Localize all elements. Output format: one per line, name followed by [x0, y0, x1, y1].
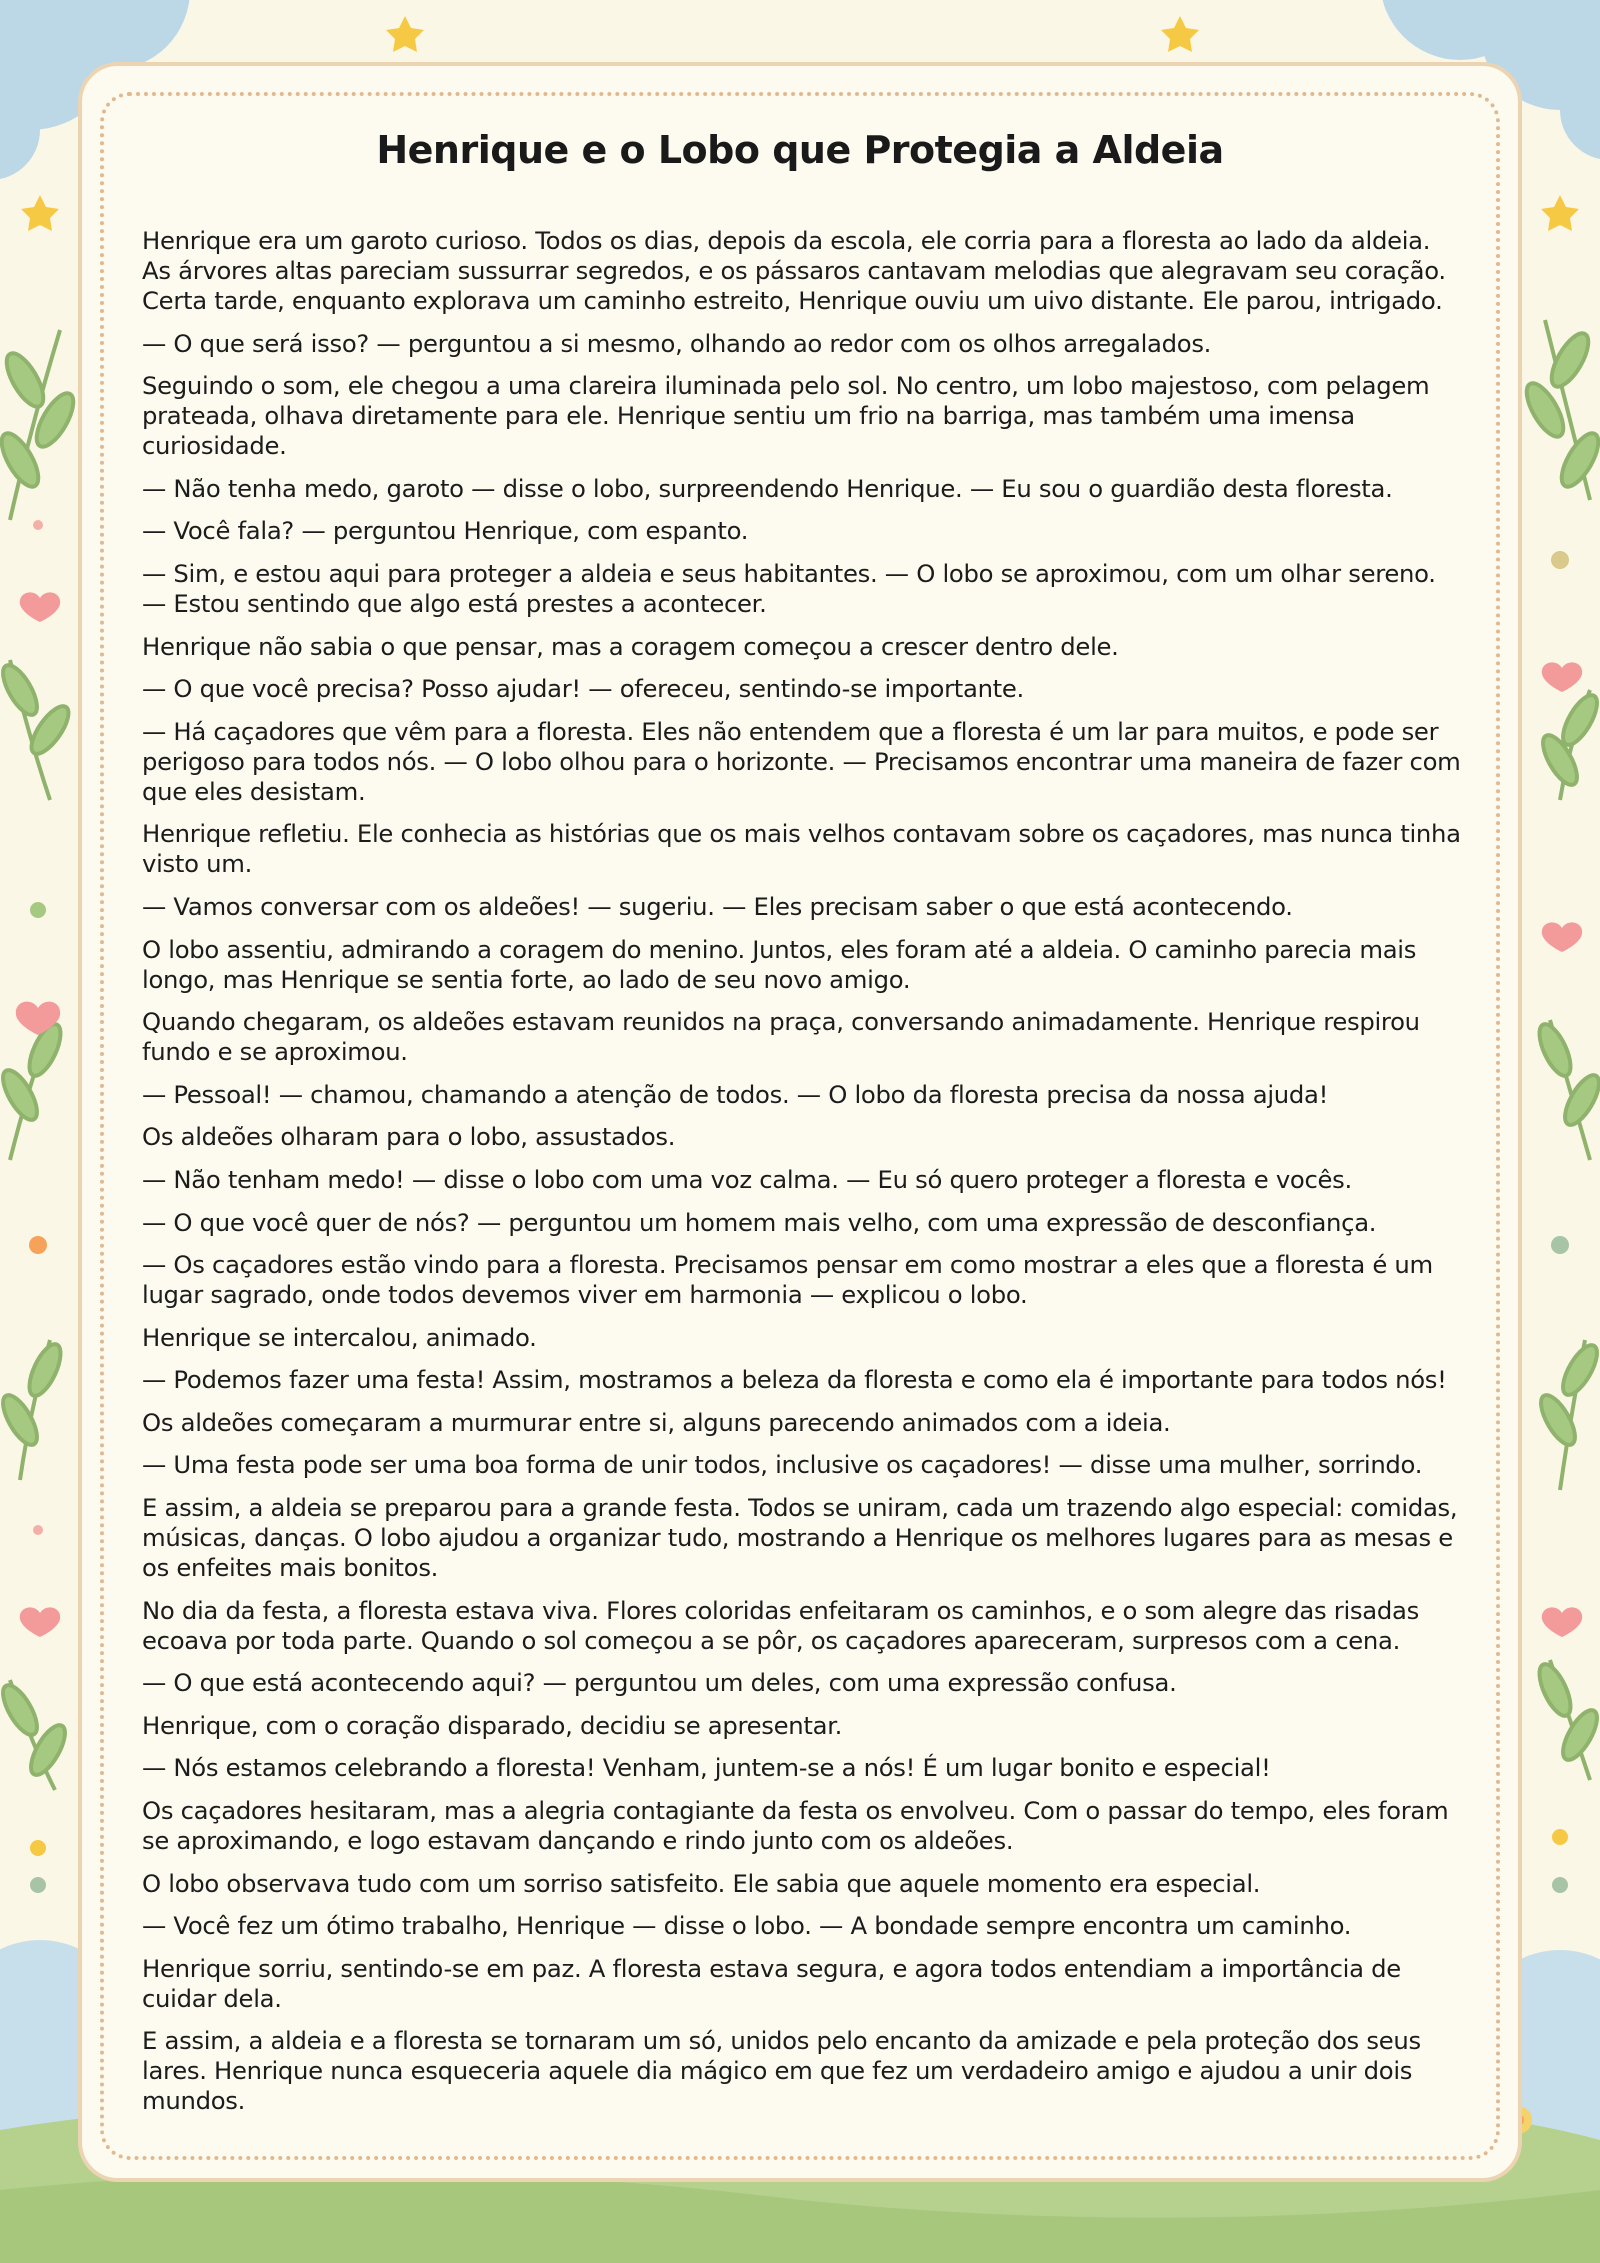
story-paragraph: — Nós estamos celebrando a floresta! Venham, juntem-se a nós! É um lugar bonito e especial! — [142, 1753, 1271, 1783]
heart-icon — [20, 592, 60, 622]
leaf-sprig-icon — [0, 660, 75, 800]
story-paragraph: Os aldeões olharam para o lobo, assustados. — [142, 1122, 676, 1152]
star-icon — [1541, 195, 1579, 231]
leaf-sprig-icon — [0, 1680, 72, 1790]
story-paragraph: — O que você quer de nós? — perguntou um homem mais velho, com uma expressão de desconfiança. — [142, 1207, 1377, 1237]
story-paragraph: — O que você precisa? Posso ajudar! — ofereceu, sentindo-se importante. — [142, 674, 1024, 704]
star-icon — [1161, 16, 1199, 52]
leaf-sprig-icon — [1534, 1340, 1600, 1490]
story-paragraph: O lobo assentiu, admirando a coragem do menino. Juntos, eles foram até a aldeia. O caminho parecia mais longo, mas Henrique se sentia forte, ao lado de seu novo amigo. — [142, 934, 1417, 994]
star-icon — [386, 16, 424, 52]
story-paragraph: — Uma festa pode ser uma boa forma de unir todos, inclusive os caçadores! — disse uma mulher, sorrindo. — [142, 1450, 1423, 1480]
story-paragraph: — Vamos conversar com os aldeões! — sugeriu. — Eles precisam saber o que está acontecendo. — [142, 891, 1293, 921]
story-paragraph: — Você fez um ótimo trabalho, Henrique — disse o lobo. — A bondade sempre encontra um caminho. — [142, 1911, 1352, 1941]
story-paragraph: — Os caçadores estão vindo para a floresta. Precisamos pensar em como mostrar a eles que a floresta é um lugar sagrado, onde todos devemos viver em harmonia — explicou o lobo. — [142, 1250, 1433, 1310]
leaf-sprig-icon — [1536, 690, 1600, 800]
heart-icon — [1542, 662, 1582, 692]
leaf-sprig-icon — [0, 1340, 67, 1480]
leaf-sprig-icon — [1520, 320, 1600, 500]
story-paragraph: E assim, a aldeia se preparou para a grande festa. Todos se uniram, cada um trazendo algo especial: comidas, músicas, danças. O lobo ajudou a organizar tudo, mostrando a Henrique os melhores lugares para as mesas e os enfeites mais bonitos. — [142, 1493, 1458, 1583]
story-paragraph: — Sim, e estou aqui para proteger a aldeia e seus habitantes. — O lobo se aproximou, com um olhar sereno. — Estou sentindo que algo está prestes a acontecer. — [142, 558, 1436, 618]
story-paragraph: — Podemos fazer uma festa! Assim, mostramos a beleza da floresta e como ela é importante para todos nós! — [142, 1365, 1447, 1395]
story-paragraph: — Há caçadores que vêm para a floresta. Eles não entendem que a floresta é um lar para muitos, e pode ser perigoso para todos nós. — O lobo olhou para o horizonte. — Precisamos encontrar uma maneira de fazer com que eles desistam. — [142, 716, 1461, 806]
story-paragraph: — O que será isso? — perguntou a si mesmo, olhando ao redor com os olhos arregalados. — [142, 328, 1212, 358]
story-paragraph: No dia da festa, a floresta estava viva. Flores coloridas enfeitaram os caminhos, e o som alegre das risadas ecoava por toda parte. Quando o sol começou a se pôr, os caçadores apareceram, surpresos com a cena. — [142, 1595, 1419, 1655]
story-paragraph: — Você fala? — perguntou Henrique, com espanto. — [142, 516, 749, 546]
story-paragraph: Henrique sorriu, sentindo-se em paz. A floresta estava segura, e agora todos entendiam a importância de cuidar dela. — [142, 1953, 1401, 2013]
leaf-sprig-icon — [0, 1020, 67, 1160]
leaf-sprig-icon — [1533, 1660, 1600, 1780]
heart-icon — [1542, 1607, 1582, 1637]
story-paragraph: Henrique era um garoto curioso. Todos os dias, depois da escola, ele corria para a floresta ao lado da aldeia. As árvores altas pareciam sussurrar segredos, e os pássaros cantavam melodias que alegravam seu coração. Certa tarde, enquanto explorava um caminho estreito, Henrique ouviu um uivo distante. Ele parou, intrigado. — [142, 226, 1446, 315]
story-paragraph: Henrique, com o coração disparado, decidiu se apresentar. — [142, 1710, 843, 1740]
heart-icon — [20, 1607, 60, 1637]
story-body — [142, 226, 1462, 2129]
story-paragraph: Os aldeões começaram a murmurar entre si, alguns parecendo animados com a ideia. — [142, 1407, 1171, 1437]
story-paragraph: O lobo observava tudo com um sorriso satisfeito. Ele sabia que aquele momento era especial. — [142, 1868, 1261, 1898]
heart-icon — [1542, 922, 1582, 952]
story-paragraph: — Pessoal! — chamou, chamando a atenção de todos. — O lobo da floresta precisa da nossa ajuda! — [142, 1079, 1329, 1109]
story-title: Henrique e o Lobo que Protegia a Aldeia — [376, 128, 1224, 172]
story-paragraph: Os caçadores hesitaram, mas a alegria contagiante da festa os envolveu. Com o passar do tempo, eles foram se aproximando, e logo estavam dançando e rindo junto com os aldeões. — [142, 1796, 1449, 1856]
leaf-sprig-icon — [0, 330, 80, 520]
story-paragraph: Quando chegaram, os aldeões estavam reunidos na praça, conversando animadamente. Henrique respirou fundo e se aproximou. — [142, 1007, 1420, 1067]
star-icon — [21, 195, 59, 231]
story-paragraph: Seguindo o som, ele chegou a uma clareira iluminada pelo sol. No centro, um lobo majestoso, com pelagem prateada, olhava diretamente para ele. Henrique sentiu um frio na barriga, mas também uma imensa curiosidade. — [142, 371, 1430, 461]
story-paragraph: E assim, a aldeia e a floresta se tornaram um só, unidos pelo encanto da amizade e pela proteção dos seus lares. Henrique nunca esqueceria aquele dia mágico em que fez um verdadeiro amigo e ajudou a unir dois mundos. — [142, 2026, 1421, 2116]
story-paragraph: — O que está acontecendo aqui? — perguntou um deles, com uma expressão confusa. — [142, 1668, 1177, 1698]
leaf-sprig-icon — [1533, 1020, 1600, 1160]
story-paragraph: — Não tenha medo, garoto — disse o lobo, surpreendendo Henrique. — Eu sou o guardião desta floresta. — [142, 473, 1393, 503]
story-paragraph: Henrique não sabia o que pensar, mas a coragem começou a crescer dentro dele. — [142, 631, 1119, 661]
story-paragraph: Henrique se intercalou, animado. — [142, 1322, 537, 1352]
story-paragraph: — Não tenham medo! — disse o lobo com uma voz calma. — Eu só quero proteger a floresta e vocês. — [142, 1164, 1352, 1194]
story-paragraph: Henrique refletiu. Ele conhecia as histórias que os mais velhos contavam sobre os caçadores, mas nunca tinha visto um. — [142, 819, 1461, 879]
